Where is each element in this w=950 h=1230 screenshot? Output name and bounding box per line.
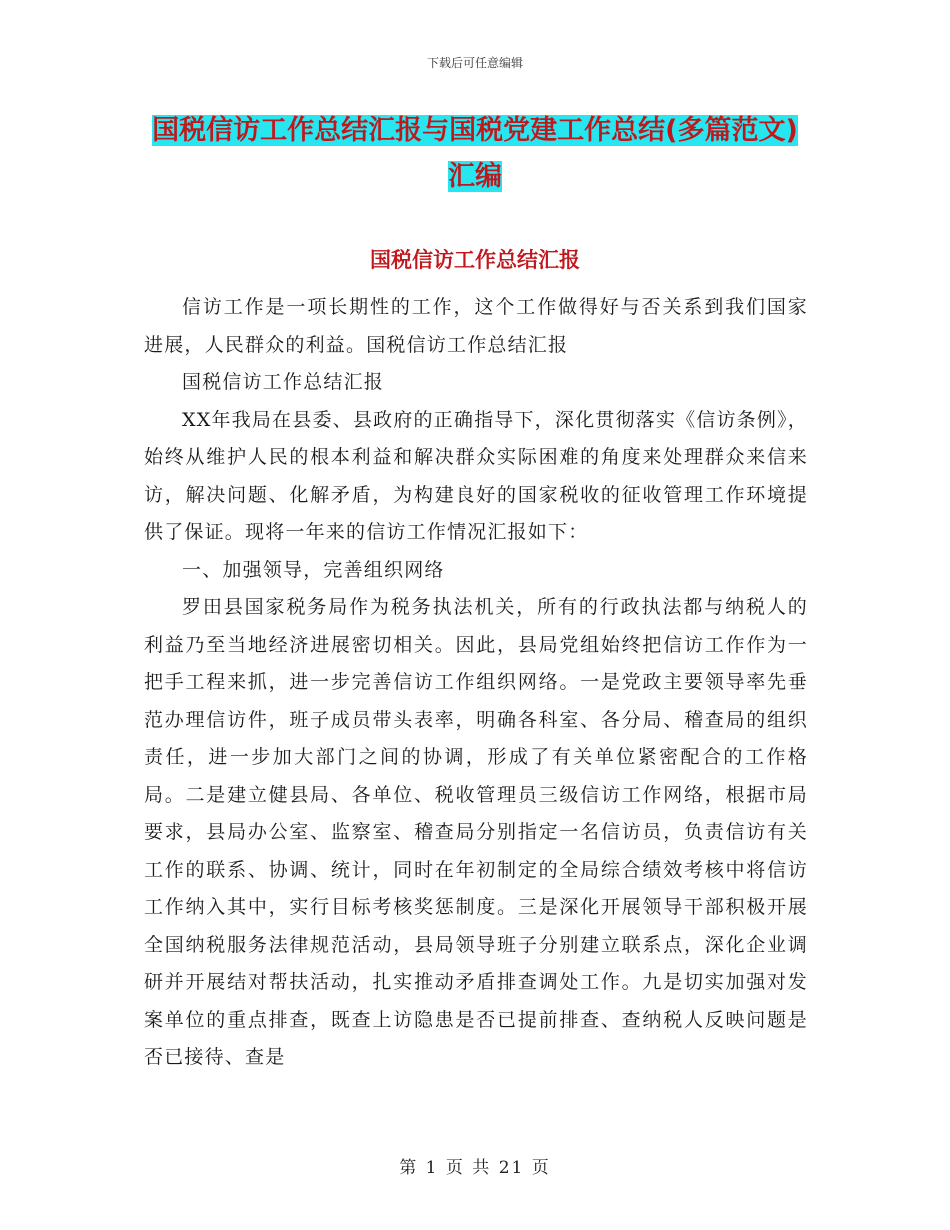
paragraph: 国税信访工作总结汇报 [182, 371, 385, 393]
document-title-text: 国税信访工作总结汇报与国税党建工作总结(多篇范文)汇编 [152, 115, 798, 192]
paragraph: 罗田县国家税务局作为税务执法机关，所有的行政执法都与纳税人的利益乃至当地经济进展密切相关。因此，县局党组始终把信访工作作为一把手工程来抓，进一步完善信访工作组织网络。一是党政主要领导率先垂范办理信访件，班子成员带头表率，明确各科室、各分局、稽查局的组织责任，进一步加大部门之间的协调，形成了有关单位紧密配合的工作格局。二是建立健县局、各单位、税收管理员三级信访工作网络，根据市局要求，县局办公室、监察室、稽查局分别指定一名信访员，负责信访有关工作的联系、协调、统计，同时在年初制定的全局综合绩效考核中将信访工作纳入其中，实行目标考核奖惩制度。三是深化开展领导干部积极开展全国纳税服务法律规范活动，县局领导班子分别建立联系点，深化企业调研并开展结对帮扶活动，扎实推动矛盾排查调处工作。九是切实加强对发案单位的重点排查，既查上访隐患是否已提前排查、查纳税人反映问题是否已接待、查是 [144, 596, 808, 1068]
paragraph: 一、加强领导，完善组织网络 [182, 558, 445, 581]
page-footer: 第 1 页 共 21 页 [399, 1158, 551, 1178]
document-title [150, 108, 800, 200]
paragraph: 信访工作是一项长期性的工作，这个工作做得好与否关系到我们国家进展，人民群众的利益。国税信访工作总结汇报 [144, 296, 808, 356]
paragraph: XX年我局在县委、县政府的正确指导下，深化贯彻落实《信访条例》，始终从维护人民的根本利益和解决群众实际困难的角度来处理群众来信来访，解决问题、化解矛盾，为构建良好的国家税收的征收管理工作环境提供了保证。现将一年来的信访工作情况汇报如下： [144, 408, 808, 543]
document-body [144, 289, 808, 1077]
section-title: 国税信访工作总结汇报 [370, 248, 580, 272]
header-note: 下载后可任意编辑 [426, 56, 523, 70]
